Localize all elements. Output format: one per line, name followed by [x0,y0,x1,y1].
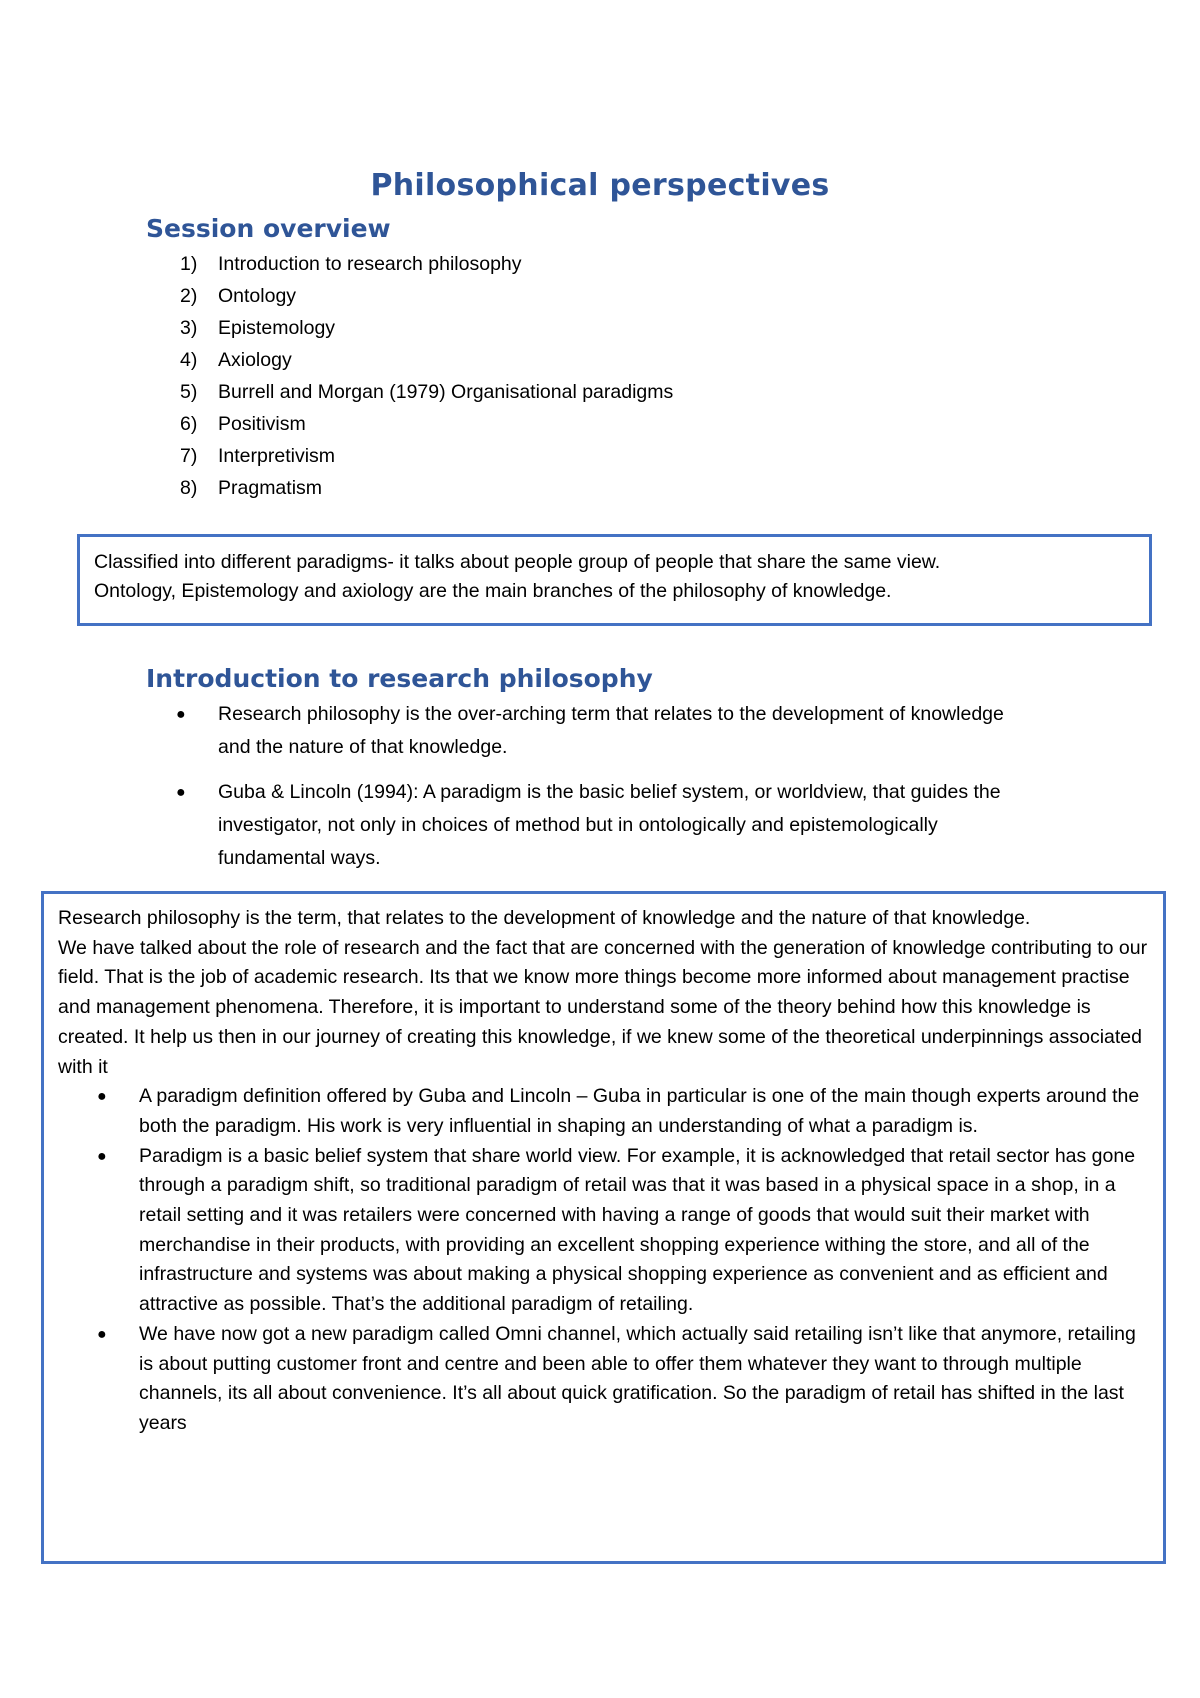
list-item: ● Paradigm is a basic belief system that share world view. For example, it is acknowledged that retail sector has gone through a paradigm shift, so traditional paradigm of retail was that it was based in a physical space in a shop, in a retail setting and it was retailers were concerned with having a range of goods that would suit their market with merchandise in their products, with providing an excellent shopping experience withing the store, and all of the infrastructure and systems was about making a physical shopping experience as convenient and as efficient and attractive as possible. That’s the additional paradigm of retailing. [97,1142,1149,1320]
list-item: 8) Pragmatism [180,477,323,499]
bullet-icon: ● [97,1147,107,1165]
list-item: ● We have now got a new paradigm called Omni channel, which actually said retailing isn’t like that anymore, retailing is about putting customer front and centre and been able to offer them whatever they want to through multiple channels, its all about convenience. It’s all about quick gratification. So the paradigm of retail has shifted in the last years [97,1320,1149,1439]
list-item: 4) Axiology [180,349,292,371]
list-item: 3) Epistemology [180,317,336,339]
list-item: ● Guba & Lincoln (1994): A paradigm is the basic belief system, or worldview, that guides the investigator, not only in choices of method but in ontologically and epistemologically fundamental ways. [176,776,1036,875]
notes-paragraph: Research philosophy is the term, that relates to the development of knowledge and the nature of that knowledge. [58,907,1031,929]
note-line: Classified into different paradigms- it talks about people group of people that share the same view. [94,551,941,573]
list-item: 5) Burrell and Morgan (1979) Organisational paradigms [180,381,674,403]
list-item: 2) Ontology [180,285,297,307]
list-item: ● A paradigm definition offered by Guba and Lincoln – Guba in particular is one of the main though experts around the both the paradigm. His work is very influential in shaping an understanding of what a paradigm is. [97,1082,1149,1141]
list-item: 6) Positivism [180,413,306,435]
note-box [77,534,1152,626]
bullet-icon: ● [97,1088,107,1106]
bullet-icon: ● [176,706,186,723]
notes-box [41,891,1166,1564]
session-overview-list [180,248,673,504]
list-item: 1) Introduction to research philosophy [180,253,522,275]
bullet-icon: ● [97,1325,107,1343]
session-overview-heading: Session overview [146,214,391,243]
notes-bullet-list [58,1082,1149,1438]
intro-heading: Introduction to research philosophy [146,664,653,693]
page-title: Philosophical perspectives [370,168,830,203]
bullet-icon: ● [176,784,186,801]
note-line: Ontology, Epistemology and axiology are the main branches of the philosophy of knowledge. [94,580,892,602]
list-item: 7) Interpretivism [180,445,336,467]
intro-bullet-list [176,698,1036,887]
list-item: ● Research philosophy is the over-arching term that relates to the development of knowledge and the nature of that knowledge. [176,698,1036,764]
notes-paragraph: We have talked about the role of research and the fact that are concerned with the generation of knowledge contributing to our field. That is the job of academic research. Its that we know more things become more informed about management practise and management phenomena. Therefore, it is important to understand some of the theory behind how this knowledge is created. It help us then in our journey of creating this knowledge, if we knew some of the theoretical underpinnings associated with it [58,936,1148,1078]
